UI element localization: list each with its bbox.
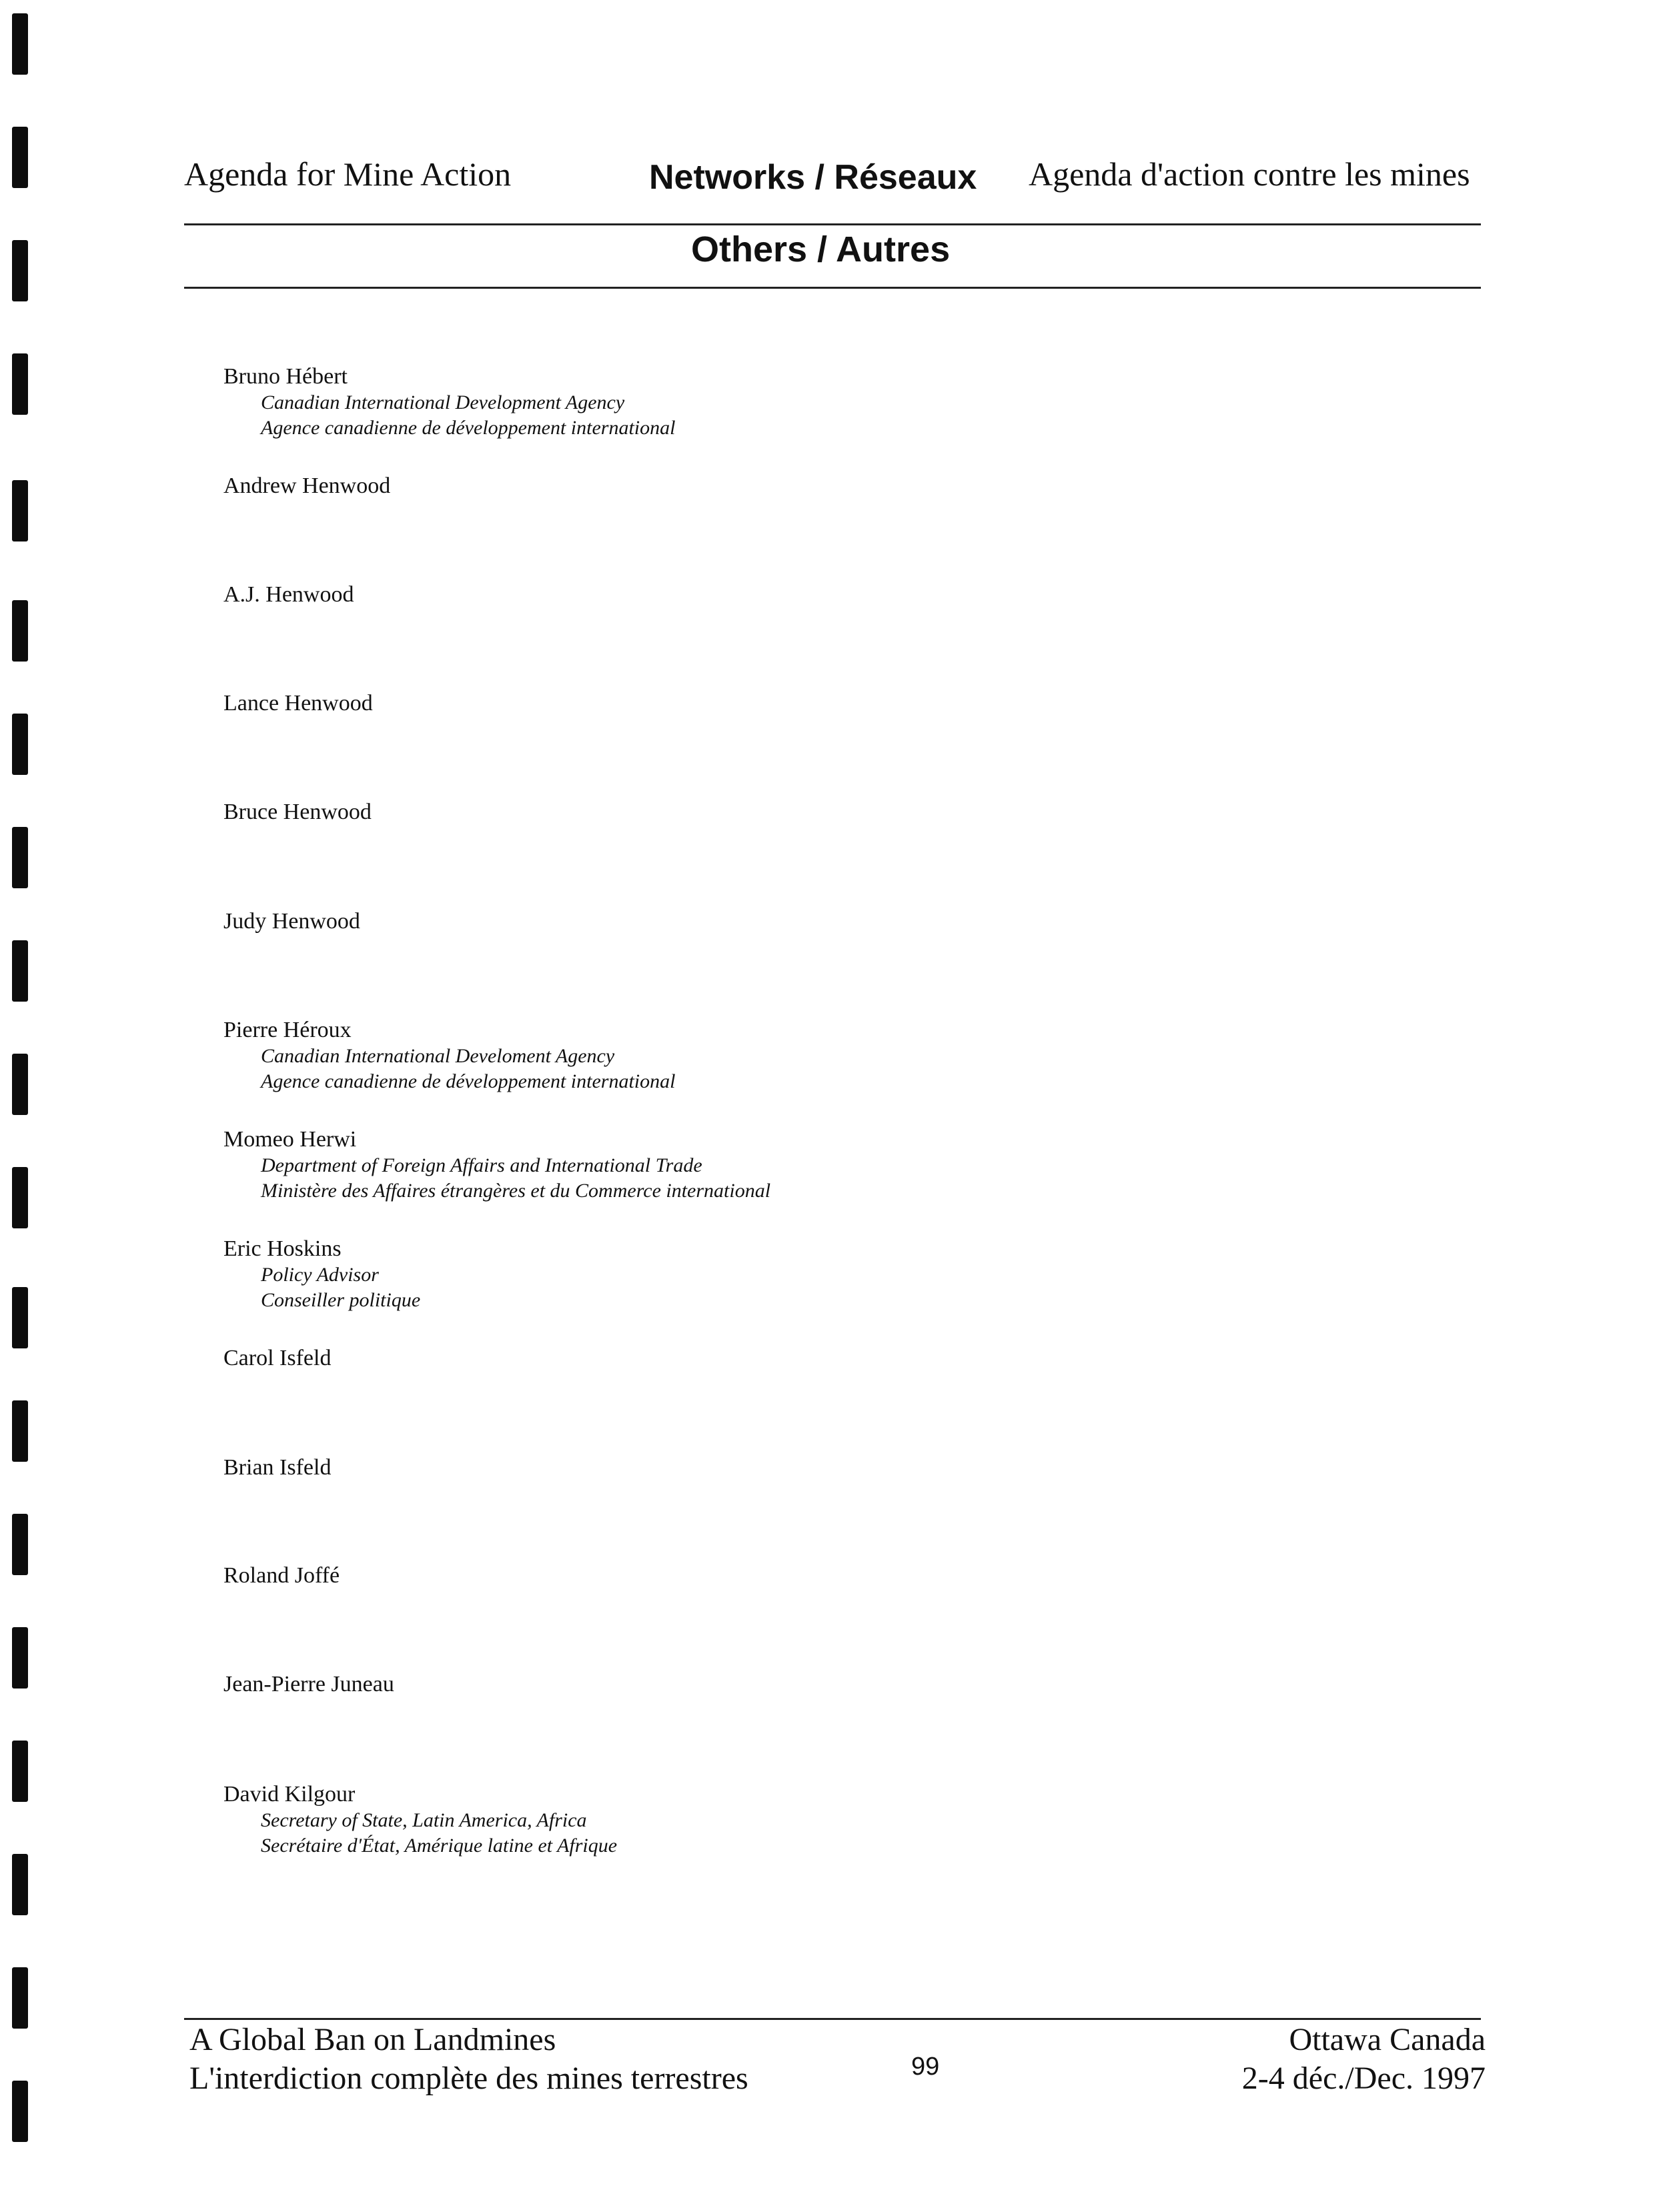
list-item [223, 363, 675, 441]
person-name: Judy Henwood [223, 909, 360, 934]
footer-location: Ottawa Canada [1289, 2022, 1486, 2057]
person-name: Lance Henwood [223, 691, 373, 716]
person-name: A.J. Henwood [223, 582, 354, 607]
affiliation-en: Canadian International Development Agency [261, 391, 625, 413]
binding-mark [12, 1627, 28, 1689]
affiliation-en: Department of Foreign Affairs and International Trade [261, 1154, 702, 1176]
binding-mark [12, 13, 28, 75]
person-name: Momeo Herwi [223, 1127, 357, 1152]
binding-mark [12, 1741, 28, 1802]
person-name: David Kilgour [223, 1782, 356, 1807]
affiliation-fr: Agence canadienne de développement international [261, 417, 676, 439]
binding-mark [12, 240, 28, 301]
binding-mark [12, 714, 28, 775]
person-name: Andrew Henwood [223, 473, 391, 498]
binding-mark [12, 1514, 28, 1575]
header-center-title: Networks / Réseaux [649, 158, 977, 197]
affiliation-en: Secretary of State, Latin America, Africa [261, 1809, 587, 1831]
footer-title-en: A Global Ban on Landmines [189, 2022, 556, 2057]
person-name: Carol Isfeld [223, 1346, 332, 1370]
binding-mark [12, 2081, 28, 2142]
list-item [223, 473, 390, 499]
footer-date: 2-4 déc./Dec. 1997 [1241, 2061, 1486, 2096]
list-item [223, 1671, 394, 1698]
binding-mark [12, 1167, 28, 1228]
binding-mark [12, 600, 28, 662]
binding-mark [12, 827, 28, 888]
list-item [223, 1017, 675, 1094]
binding-mark [12, 127, 28, 188]
header-left-title: Agenda for Mine Action [184, 155, 512, 193]
person-name: Jean-Pierre Juneau [223, 1672, 394, 1697]
affiliation-fr: Secrétaire d'État, Amérique latine et Afrique [261, 1835, 618, 1857]
binding-mark [12, 1287, 28, 1348]
page-number: 99 [911, 2053, 940, 2081]
person-name: Brian Isfeld [223, 1455, 332, 1480]
footer-left [189, 2021, 748, 2098]
person-name: Bruce Henwood [223, 800, 372, 824]
list-item [223, 1562, 340, 1589]
list-item [223, 1345, 331, 1372]
binding-mark [12, 1400, 28, 1462]
binding-mark [12, 940, 28, 1002]
affiliation-fr: Agence canadienne de développement international [261, 1070, 676, 1092]
person-name: Eric Hoskins [223, 1236, 342, 1261]
list-item [223, 582, 354, 608]
section-rule [184, 287, 1481, 289]
footer-title-fr: L'interdiction complète des mines terrestres [189, 2061, 748, 2096]
person-name: Bruno Hébert [223, 364, 348, 389]
affiliation-fr: Ministère des Affaires étrangères et du Commerce international [261, 1180, 771, 1202]
section-title: Others / Autres [691, 229, 951, 269]
header-right-title: Agenda d'action contre les mines [1029, 155, 1470, 193]
list-item [223, 1781, 617, 1859]
header-rule [184, 223, 1481, 225]
footer-right [1242, 2021, 1486, 2098]
affiliation-en: Canadian International Develoment Agency [261, 1045, 615, 1067]
affiliation-fr: Conseiller politique [261, 1289, 421, 1311]
list-item [223, 799, 372, 826]
person-name: Roland Joffé [223, 1563, 340, 1588]
binding-mark [12, 480, 28, 541]
list-item [223, 1126, 770, 1204]
list-item [223, 1236, 420, 1313]
binding-mark [12, 1054, 28, 1115]
list-item [223, 1454, 331, 1481]
list-item [223, 908, 360, 935]
binding-mark [12, 1967, 28, 2029]
binding-mark [12, 353, 28, 415]
person-name: Pierre Héroux [223, 1018, 352, 1042]
binding-mark [12, 1854, 28, 1915]
affiliation-en: Policy Advisor [261, 1264, 379, 1286]
list-item [223, 690, 373, 717]
footer-rule [184, 2018, 1481, 2020]
